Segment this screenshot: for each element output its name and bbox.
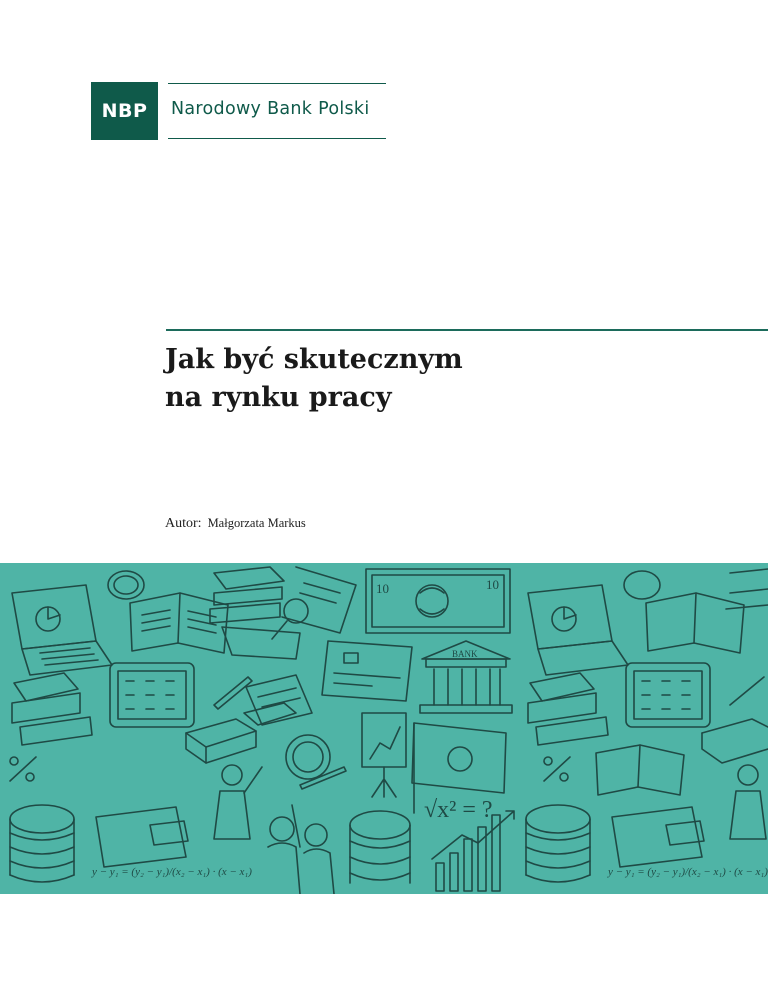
open-book-icon-lower-right [596, 745, 684, 795]
wallet-icon [96, 807, 188, 867]
credit-card-icon [322, 641, 412, 701]
open-book-icon-right [646, 593, 744, 653]
banner-illustration [0, 563, 768, 894]
root-formula [424, 797, 493, 823]
books-icon [12, 673, 92, 745]
author-line [165, 516, 306, 532]
coin-stack-icon [10, 805, 74, 882]
person-figure-icon [214, 765, 262, 839]
logo-bank-name: Narodowy Bank Polski [171, 99, 370, 119]
documents-icon [222, 567, 356, 659]
banknote-value-left: 10 [376, 581, 389, 596]
books-icon-right [528, 673, 608, 745]
pencil-icon-right [730, 677, 764, 705]
logo-abbreviation: NBP [91, 82, 158, 140]
person-figure-icon-right [730, 765, 766, 839]
tablet-icon-right [626, 663, 710, 727]
gold-bars-icon-right [702, 719, 768, 763]
flipchart-icon [362, 713, 406, 797]
title-line-2: na rynku pracy [165, 382, 392, 413]
nbp-logo [91, 82, 386, 142]
coin-icon-right [624, 571, 660, 599]
bank-sign: BANK [452, 649, 478, 659]
line-formula-text: y − y₁ = (y₂ − y₁)/(x₂ − x₁) · (x − x₁) [92, 866, 252, 878]
banknote-value-right: 10 [486, 577, 499, 592]
book-stack-icon [210, 567, 284, 623]
coin-icon [108, 571, 144, 599]
pen-icon [300, 767, 346, 789]
laptop-icon-right [528, 585, 628, 675]
banknote-icon [366, 569, 510, 633]
laptop-icon [12, 585, 112, 675]
author-name: Małgorzata Markus [207, 516, 306, 530]
coin-stack-icon-right [526, 805, 590, 882]
tablet-icon [110, 663, 194, 727]
notepad-icon [246, 675, 312, 725]
author-label: Autor: [165, 516, 202, 531]
bar-chart-icon [432, 811, 514, 891]
book-stack-icon-right [726, 569, 768, 609]
title-line-1: Jak być skutecznym [165, 344, 463, 375]
logo-rule-bottom [168, 138, 386, 139]
logo-rule-top [168, 83, 386, 84]
wallet-icon-right [612, 807, 704, 867]
euro-coin-icon [286, 735, 330, 779]
children-figures-icon [268, 805, 334, 894]
gold-bars-icon [186, 703, 296, 763]
document-title [165, 341, 725, 417]
root-formula-text: √x² = ? [424, 797, 493, 823]
coin-stack-icon-center [350, 811, 410, 883]
bank-building-icon [420, 641, 512, 713]
title-divider [166, 329, 768, 331]
line-formula-text-right: y − y₁ = (y₂ − y₁)/(x₂ − x₁) · (x − x₁) [608, 866, 768, 878]
pencil-icon [214, 677, 252, 709]
illustration-banner [0, 563, 768, 894]
